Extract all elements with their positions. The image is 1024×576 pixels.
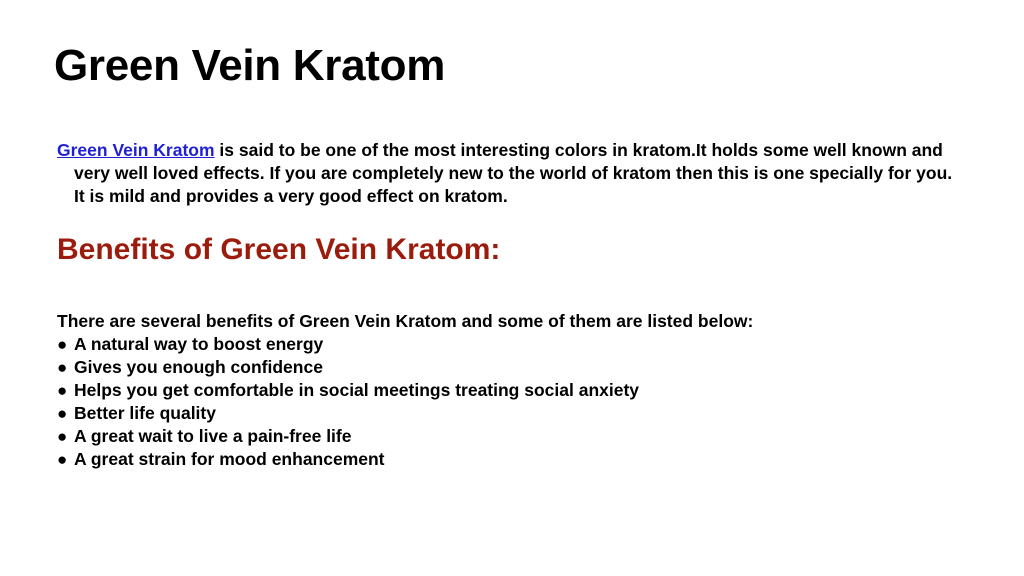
intro-paragraph [57,139,957,208]
benefit-text: A great strain for mood enhancement [74,449,385,469]
benefit-item [57,356,639,379]
bullet-icon: ● [57,335,68,354]
bullet-icon: ● [57,358,68,377]
benefit-text: Helps you get comfortable in social meetings treating social anxiety [74,380,640,400]
benefit-item [57,379,639,402]
benefit-item [57,425,639,448]
benefit-item [57,402,639,425]
slide-title: Green Vein Kratom [54,41,446,90]
benefit-item [57,448,639,471]
intro-text: is said to be one of the most interesting colors in kratom.It holds some well known and very well loved effects. If you are completely new to the world of kratom then this is one specially for you. It is mild and provides a very good effect on kratom. [74,140,953,206]
bullet-icon: ● [57,381,68,400]
bullet-icon: ● [57,404,68,423]
bullet-icon: ● [57,427,68,446]
benefit-text: A natural way to boost energy [74,334,324,354]
benefits-lead: There are several benefits of Green Vein Kratom and some of them are listed below: [57,311,754,331]
benefit-item [57,333,639,356]
benefit-text: Gives you enough confidence [74,357,323,377]
benefits-list [57,333,639,471]
benefit-text: A great wait to live a pain-free life [74,426,352,446]
benefits-heading: Benefits of Green Vein Kratom: [57,233,501,266]
benefit-text: Better life quality [74,403,216,423]
green-vein-kratom-link[interactable]: Green Vein Kratom [57,140,215,160]
bullet-icon: ● [57,450,68,469]
